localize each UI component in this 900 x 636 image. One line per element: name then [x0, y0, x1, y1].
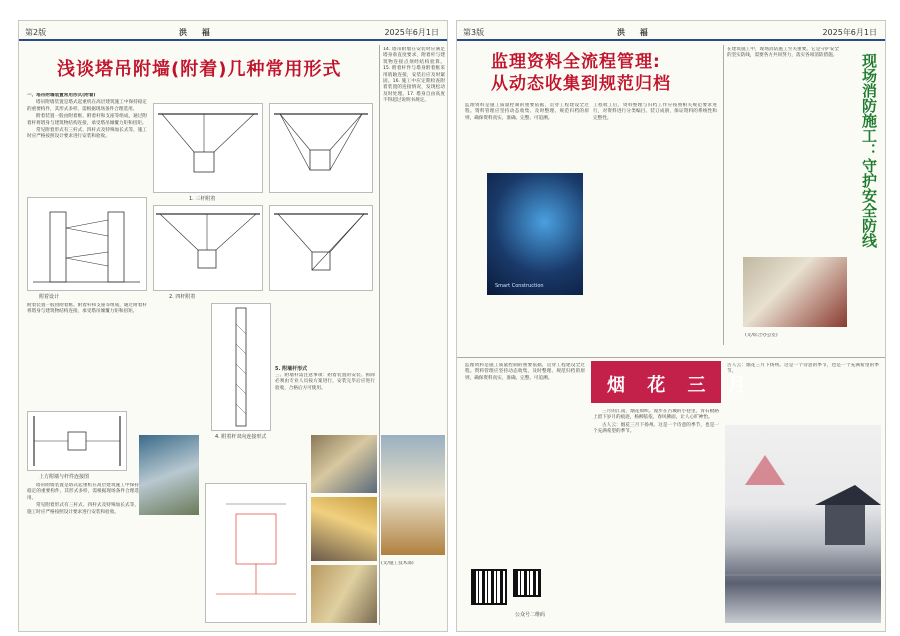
- site-photo-2: [311, 435, 377, 493]
- poem-paragraph-2: 古人云：烟花三月下扬州。这是一个诗意的季节，也是一个充满希望的季节。: [593, 422, 719, 435]
- article-title: 浅谈塔吊附墙(附着)几种常用形式: [57, 59, 342, 80]
- fig2-caption: 1. 三杆附着: [189, 196, 216, 202]
- article-text-col-1: 监理资料是施工质量控制的重要依据，贯穿工程建设全过程。资料管理应坚持动态收集、及时整理、规范归档的原则，确保资料真实、准确、完整、可追溯。: [465, 103, 589, 121]
- right-page: [456, 20, 886, 632]
- rod-length-diagram: [153, 205, 263, 291]
- issue-date: 2025年6月1日: [384, 28, 439, 37]
- poem-banner: [591, 361, 754, 403]
- three-rod-attach-diagram: [153, 103, 263, 193]
- side-column-text: 14. 塔吊附墙在安装时应满足塔身垂直度要求，附着杆与建筑物连接点须经结构验算。15. 附着杆件与塔身附着框采用销轴连接，安装后应及时紧固。16. 施工中应定期检查附着装置的连接情况，发现松动及时处理。17. 塔身自由高度不得超过说明书规定。: [383, 47, 445, 104]
- credit-right: (文/综合办公室): [745, 333, 778, 338]
- site-photo-4: [311, 565, 377, 623]
- paper-name: 洪 福: [617, 28, 654, 37]
- poem-text-right: 古人云：烟花三月下扬州。这是一个诗意的季节，也是一个充满希望的季节。: [727, 363, 879, 375]
- article-text-col-3: 在建筑施工中，现场消防施工至关重要。它是守护安全的坚实防线，需要各方共同努力，落实各项消防措施。: [727, 47, 839, 59]
- paper-name: 洪 福: [179, 28, 216, 37]
- four-rod-attach-diagram: [269, 103, 373, 193]
- fire-equipment-photo: [743, 257, 847, 327]
- lower-text: [27, 483, 139, 623]
- pavilion-landscape-image: [725, 425, 881, 623]
- site-photo-5: [381, 435, 445, 555]
- article-text-col-2: 工程收工后，资料整理与归档工作应按照相关规范要求进行，对资料进行分类编目、装订成册，保证资料的系统性和完整性。: [593, 103, 717, 121]
- article-title-line-2: 从动态收集到规范归档: [491, 74, 671, 94]
- mid-section-text: 三、附墙杆需注意事项：附着装置的安装、拆除必须由专业人员按方案进行，安装完毕后应进行验收，合格后方可使用。: [275, 373, 375, 391]
- site-photo-3: [311, 497, 377, 561]
- smart-construction-photo: [487, 173, 583, 295]
- photo-caption: Smart Construction: [495, 283, 544, 289]
- lower-paragraph-1: 塔吊附墙装置是塔式起重机在高层建筑施工中保持稳定的重要构件，其形式多样，需根据现场条件合理选用。: [27, 483, 139, 501]
- fig3-caption: 2. 四杆附着: [169, 294, 196, 300]
- side-bottom-text: (文/施工技术部): [381, 561, 414, 566]
- site-photo-1: [139, 435, 199, 515]
- page-number: 第3版: [463, 28, 485, 37]
- body-paragraph-2: 附着装置一般由附着框、附着杆和支座等组成，通过附着杆将塔身与建筑物结构连接，承受塔吊倾覆力矩和扭矩。: [27, 114, 147, 126]
- article-title-line-1: 监理资料全流程管理:: [491, 52, 661, 72]
- poem-text: [593, 409, 719, 623]
- intro-label: 一、塔吊附墙装置常用形式(附着): [27, 93, 96, 98]
- left-page-header: [19, 21, 447, 41]
- issue-date: 2025年6月1日: [822, 28, 877, 37]
- side-vertical-title: 现场消防施工：守护安全防线: [860, 53, 878, 248]
- right-page-header: [457, 21, 885, 41]
- wall-connection-diagram: [27, 411, 127, 471]
- tower-crane-elevation-diagram: [27, 197, 147, 291]
- tower-section-diagram: [211, 303, 271, 431]
- attach-detail-drawing: [205, 483, 307, 623]
- poem-title: 烟 花 三 月: [607, 375, 754, 396]
- qr-caption: 公众号二维码: [515, 612, 546, 618]
- mid-label: 上方附墙与杆件连接图: [39, 474, 90, 480]
- section-divider: [457, 357, 885, 358]
- page-number: 第2版: [25, 28, 47, 37]
- fig6-caption: 5. 附墙杆形式: [275, 366, 308, 372]
- fig5-caption: 4. 附着杆双向连接形式: [215, 434, 267, 440]
- bidirectional-rod-diagram: [269, 205, 373, 291]
- left-page: [18, 20, 448, 632]
- list-text: 附着装置一般由附着框、附着杆和支座等组成，通过附着杆将塔身与建筑物结构连接，承受塔吊倾覆力矩和扭矩。: [27, 303, 147, 315]
- qr-code: [471, 569, 507, 605]
- poem-paragraph-1: 三月的江南，烟花如织。漫步在古城的小巷里，青石板路上留下岁月的痕迹，杨柳依依，春风拂面，让人心旷神怡。: [593, 409, 719, 421]
- body-paragraph-1: 塔吊附墙装置是塔式起重机在高层建筑施工中保持稳定的重要构件，其形式多样，需根据现场条件合理选用。: [27, 100, 147, 112]
- body-paragraph-3: 常见附着形式有三杆式、四杆式及特殊加长式等，施工时应严格按照设计要求进行安装和验收。: [27, 128, 147, 140]
- qr-code-small: [513, 569, 541, 597]
- lower-paragraph-2: 常见附着形式有三杆式、四杆式及特殊加长式等，施工时应严格按照设计要求进行安装和验收。: [27, 503, 139, 515]
- fig1-caption: 附着设计: [39, 294, 60, 300]
- bottom-text-left: 监理资料是施工质量控制的重要依据，贯穿工程建设全过程。资料管理应坚持动态收集、及时整理、规范归档的原则，确保资料真实、准确、完整、可追溯。: [465, 363, 585, 381]
